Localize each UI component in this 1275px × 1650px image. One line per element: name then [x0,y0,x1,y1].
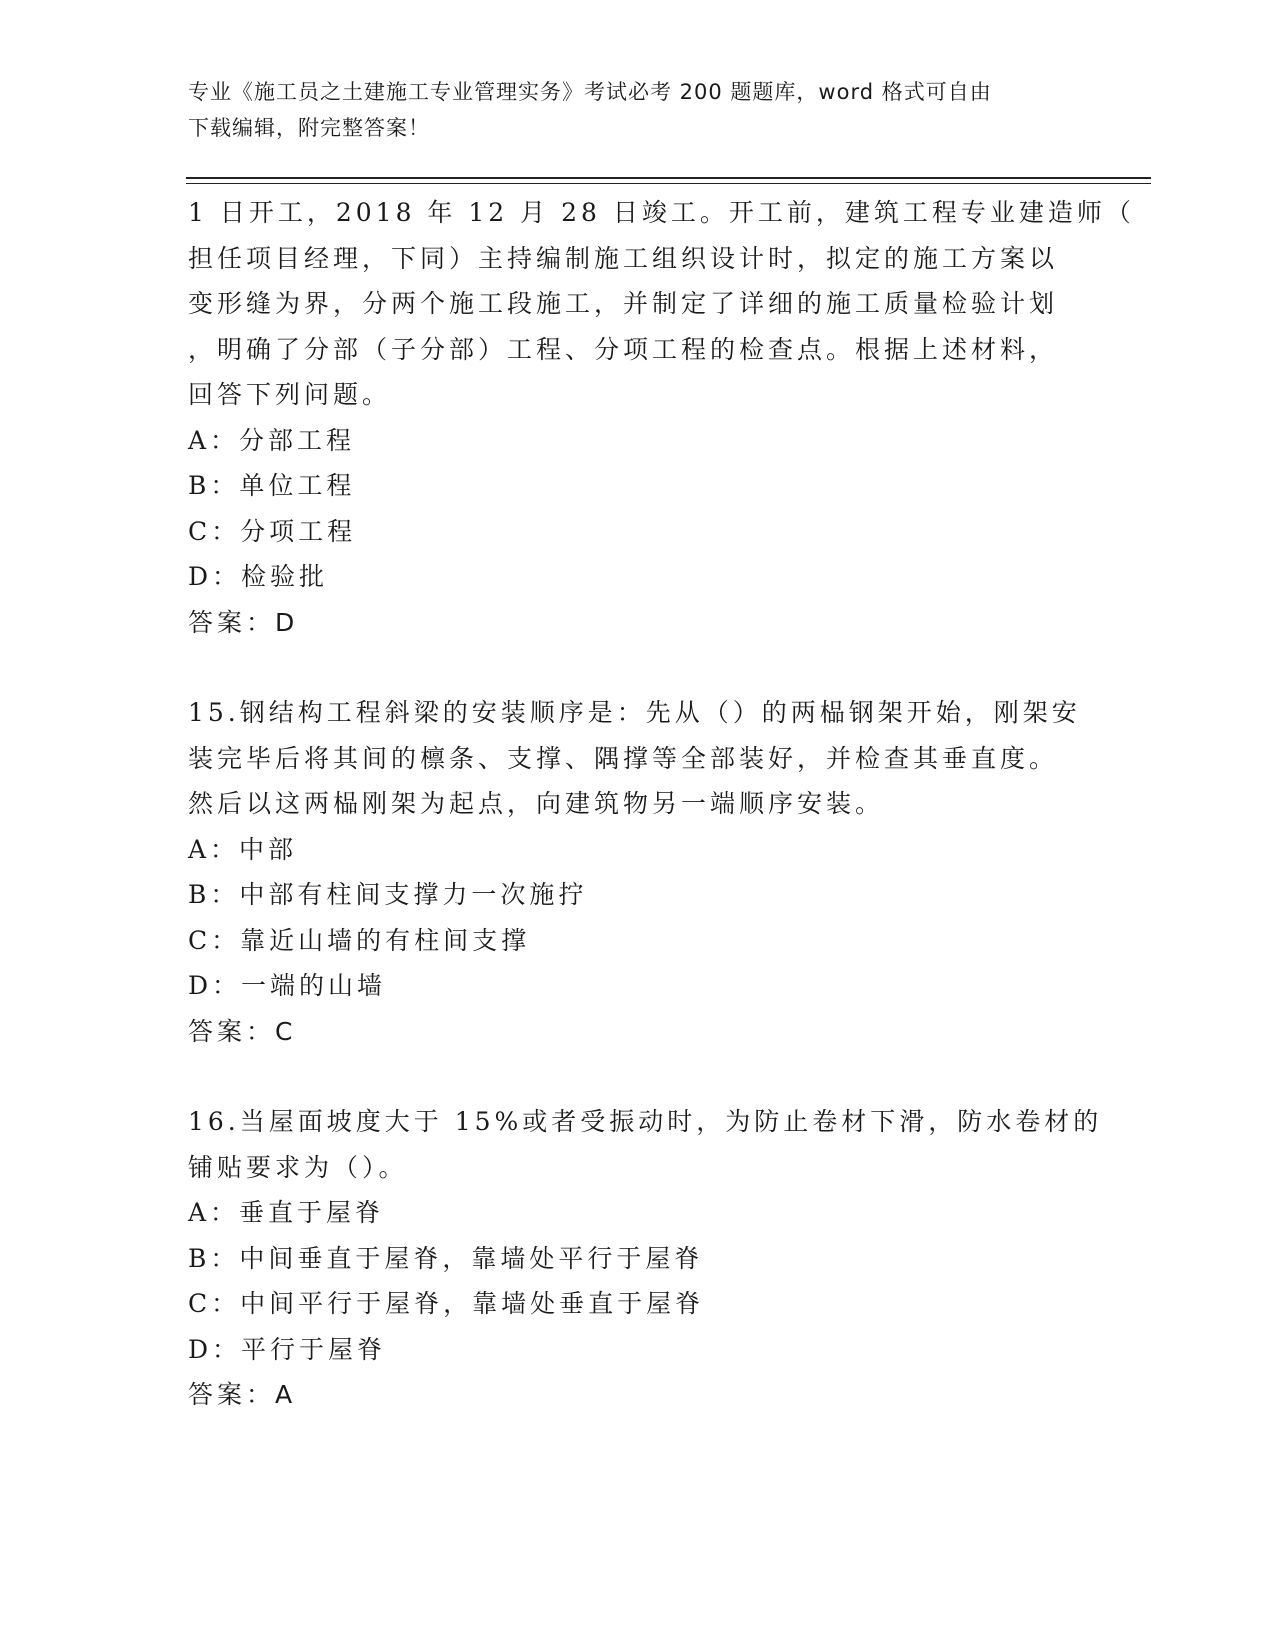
header-line-2: 下载编辑，附完整答案！ [188,116,430,140]
option-d: D：平行于屋脊 [188,1334,387,1364]
option-c: C：靠近山墙的有柱间支撑 [188,925,531,955]
document-header [188,74,1068,146]
question-14 [188,190,1135,645]
question-text-line: 铺贴要求为（）。 [188,1152,408,1182]
question-text-line: 回答下列问题。 [188,380,392,409]
question-text-line: 装完毕后将其间的檩条、支撑、隅撑等全部装好，并检查其垂直度。 [188,743,1059,773]
option-a: A：垂直于屋脊 [188,1198,385,1227]
question-text-line: 变形缝为界，分两个施工段施工，并制定了详细的施工质量检验计划 [188,289,1059,318]
option-c: C：分项工程 [188,516,357,546]
question-list [188,190,1135,1418]
option-d: D：检验批 [188,562,329,591]
option-a: A：中部 [188,834,298,864]
question-spacer [188,1054,1088,1099]
question-16 [188,1099,1103,1418]
option-d: D：一端的山墙 [188,971,387,1000]
header-divider-thick [186,177,1151,179]
question-15 [188,690,1088,1054]
option-b: B：单位工程 [188,471,356,500]
question-text-line: 16.当屋面坡度大于 15%或者受振动时，为防止卷材下滑，防水卷材的 [188,1107,1103,1136]
question-text-line: 然后以这两榀刚架为起点，向建筑物另一端顺序安装。 [188,789,885,818]
answer-line: 答案：D [188,607,299,637]
answer-line: 答案：C [188,1016,297,1046]
answer-line: 答案：A [188,1380,297,1409]
option-c: C：中间平行于屋脊，靠墙处垂直于屋脊 [188,1289,705,1318]
question-spacer [188,645,1088,690]
option-b: B：中部有柱间支撑力一次施拧 [188,880,588,909]
question-text-line: ，明确了分部（子分部）工程、分项工程的检查点。根据上述材料， [188,334,1059,364]
header-line-1: 专业《施工员之土建施工专业管理实务》考试必考 200 题题库，word 格式可自由 [188,80,992,104]
option-a: A：分部工程 [188,425,356,455]
header-divider-thin [186,183,1151,184]
question-text-line: 1 日开工，2018 年 12 月 28 日竣工。开工前，建筑工程专业建造师（ [188,198,1135,227]
option-b: B：中间垂直于屋脊，靠墙处平行于屋脊 [188,1243,704,1273]
question-text-line: 担任项目经理，下同）主持编制施工组织设计时，拟定的施工方案以 [188,243,1059,273]
question-text-line: 15.钢结构工程斜梁的安装顺序是：先从（）的两榀钢架开始，刚架安 [188,698,1081,727]
